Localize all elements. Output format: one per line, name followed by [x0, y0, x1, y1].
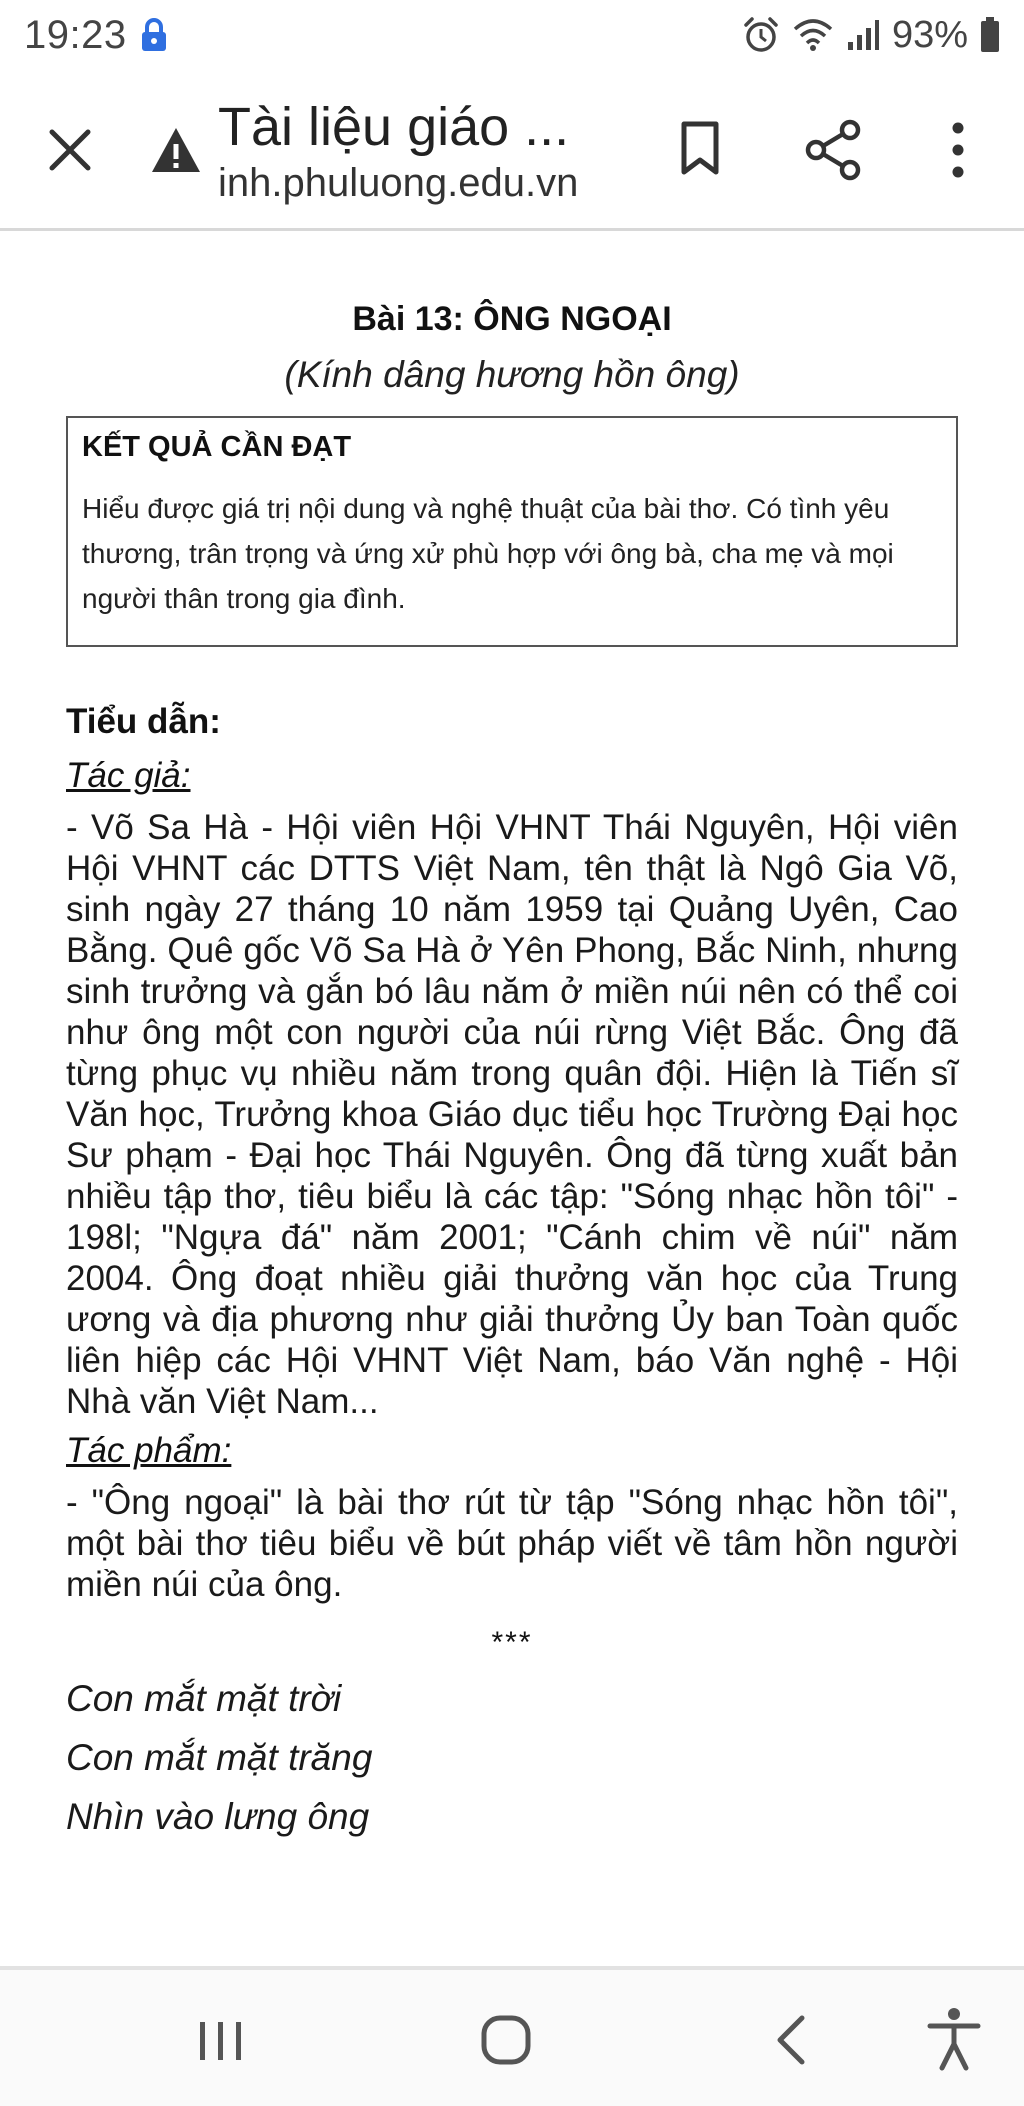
battery-icon — [980, 17, 1000, 53]
close-icon[interactable] — [38, 118, 102, 182]
alarm-icon — [742, 16, 780, 54]
poem — [66, 1669, 958, 1846]
page-title-area[interactable] — [218, 94, 638, 206]
share-icon[interactable] — [800, 116, 868, 184]
work-heading: Tác phẩm: — [66, 1431, 232, 1470]
status-time: 19:23 — [24, 12, 127, 57]
wifi-icon — [792, 17, 834, 53]
article-content — [66, 296, 958, 1846]
poem-line: Nhìn vào lưng ông — [66, 1796, 370, 1837]
author-paragraph: - Võ Sa Hà - Hội viên Hội VHNT Thái Nguyên, Hội viên Hội VHNT các DTTS Việt Nam, tên thật là Ngô Gia Võ, sinh ngày 27 tháng 10 năm 1959 tại Quảng Uyên, Cao Bằng. Quê gốc Võ Sa Hà ở Yên Phong, Bắc Ninh, nhưng sinh trưởng và gắn bó lâu năm ở miền núi nên có thể coi như ông một con người của núi rừng Việt Bắc. Ông đã từng phục vụ nhiều năm trong quân đội. Hiện là Tiến sĩ Văn học, Trưởng khoa Giáo dục tiểu học Trường Đại học Sư phạm - Đại học Thái Nguyên. Ông đã từng xuất bản nhiều tập thơ, tiêu biểu là các tập: "Sóng nhạc hồn tôi" - 198l; "Ngựa đá" năm 2001; "Cánh chim về núi" năm 2004. Ông đoạt nhiều giải thưởng văn học của Trung ương và địa phương như giải thưởng Ủy ban Toàn quốc liên hiệp các Hội VHNT Việt Nam, báo Văn nghệ - Hội Nhà văn Việt Nam... — [66, 808, 958, 1421]
system-nav-bar — [0, 1970, 1024, 2106]
status-right — [742, 14, 1000, 57]
bookmark-icon[interactable] — [668, 116, 732, 180]
accessibility-icon[interactable] — [926, 2006, 982, 2072]
status-left — [24, 13, 169, 58]
toolbar-divider — [0, 228, 1024, 231]
lesson-title: Bài 13: ÔNG NGOẠI — [352, 300, 672, 338]
poem-line: Con mắt mặt trăng — [66, 1737, 373, 1778]
intro-heading: Tiểu dẫn: — [66, 702, 221, 741]
section-separator: *** — [491, 1626, 533, 1659]
battery-percent: 93% — [891, 13, 968, 56]
custom-tab-toolbar — [0, 86, 1024, 226]
home-icon[interactable] — [480, 2014, 532, 2066]
signal-icon — [846, 18, 880, 52]
expected-results-box — [66, 416, 958, 647]
warning-icon[interactable] — [148, 122, 204, 178]
lesson-subtitle: (Kính dâng hương hồn ông) — [284, 354, 740, 395]
back-icon[interactable] — [770, 2012, 810, 2068]
expected-results-text: Hiểu được giá trị nội dung và nghệ thuật của bài thơ. Có tình yêu thương, trân trọng và ứng xử phù hợp với ông bà, cha mẹ và mọi người thân trong gia đình. — [82, 493, 894, 614]
poem-line: Con mắt mặt trời — [66, 1678, 342, 1719]
expected-results-heading: KẾT QUẢ CẦN ĐẠT — [82, 431, 352, 463]
status-bar — [0, 0, 1024, 70]
more-vert-icon[interactable] — [932, 116, 984, 184]
page-title: Tài liệu giáo ... — [218, 97, 570, 157]
author-heading: Tác giả: — [66, 756, 191, 795]
work-paragraph: - "Ông ngoại" là bài thơ rút từ tập "Sóng nhạc hồn tôi", một bài thơ tiêu biểu về bút pháp viết về tâm hồn người miền núi của ông. — [66, 1483, 958, 1604]
page-url: inh.phuluong.edu.vn — [218, 161, 579, 205]
recents-icon[interactable] — [196, 2018, 246, 2064]
lock-icon — [139, 18, 169, 52]
